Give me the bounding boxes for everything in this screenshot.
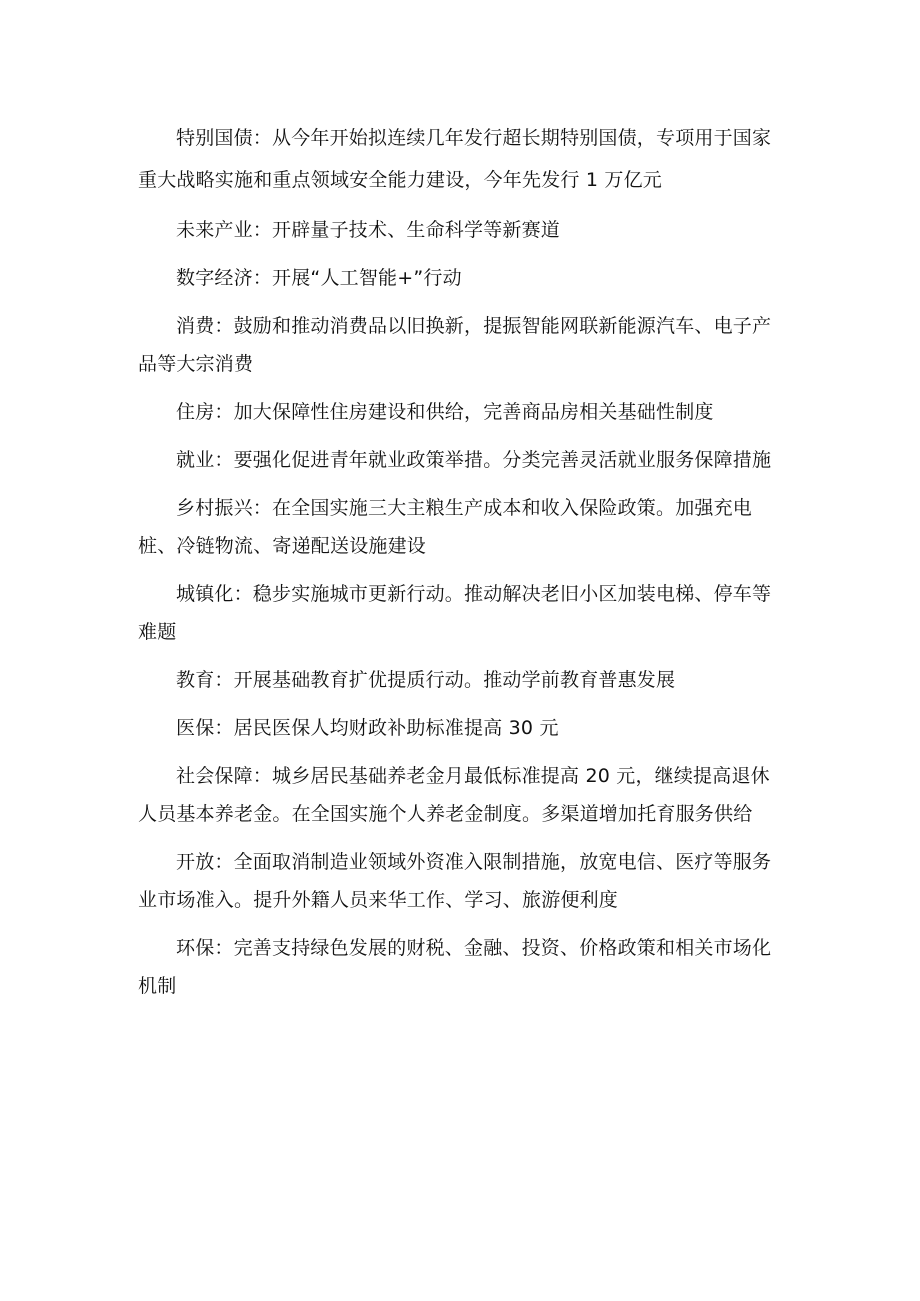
paragraph-housing: 住房：加大保障性住房建设和供给，完善商品房相关基础性制度	[176, 401, 714, 423]
paragraph-social-security: 社会保障：城乡居民基础养老金月最低标准提高 20 元，继续提高退休人员基本养老金。在全国实施个人养老金制度。多渠道增加托育服务供给	[138, 765, 770, 825]
paragraph-environment: 环保：完善支持绿色发展的财税、金融、投资、价格政策和相关市场化机制	[138, 937, 772, 997]
paragraph-employment: 就业：要强化促进青年就业政策举措。分类完善灵活就业服务保障措施	[176, 449, 772, 471]
paragraph-digital-economy: 数字经济：开展“人工智能+”行动	[176, 267, 462, 289]
document-body	[138, 117, 788, 1015]
paragraph-special-bonds: 特别国债：从今年开始拟连续几年发行超长期特别国债，专项用于国家重大战略实施和重点领域安全能力建设，今年先发行 1 万亿元	[138, 127, 772, 191]
paragraph-consumption: 消费：鼓励和推动消费品以旧换新，提振智能网联新能源汽车、电子产品等大宗消费	[138, 315, 772, 375]
paragraph-urbanization: 城镇化：稳步实施城市更新行动。推动解决老旧小区加装电梯、停车等难题	[138, 583, 772, 643]
paragraph-opening-up: 开放：全面取消制造业领域外资准入限制措施，放宽电信、医疗等服务业市场准入。提升外籍人员来华工作、学习、旅游便利度	[138, 851, 772, 911]
paragraph-rural-revitalization: 乡村振兴：在全国实施三大主粮生产成本和收入保险政策。加强充电桩、冷链物流、寄递配送设施建设	[138, 497, 753, 557]
paragraph-education: 教育：开展基础教育扩优提质行动。推动学前教育普惠发展	[176, 669, 676, 691]
paragraph-medical-insurance: 医保：居民医保人均财政补助标准提高 30 元	[176, 717, 559, 739]
paragraph-future-industries: 未来产业：开辟量子技术、生命科学等新赛道	[176, 219, 561, 241]
